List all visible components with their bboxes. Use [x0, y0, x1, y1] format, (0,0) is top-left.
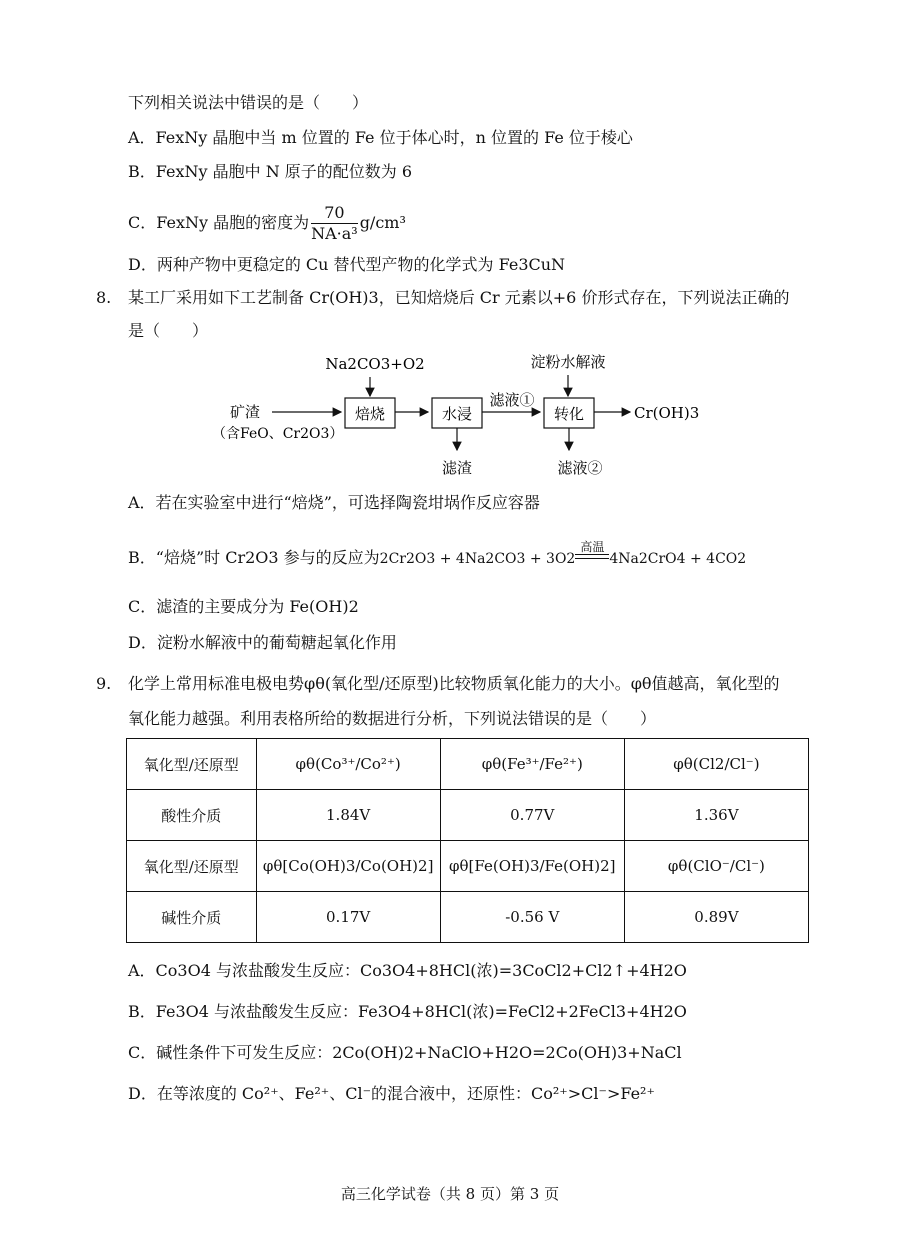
table-cell: 1.84V	[256, 790, 440, 841]
table-cell: 0.17V	[256, 892, 440, 943]
table-cell: φθ(Co³⁺/Co²⁺)	[256, 739, 440, 790]
table-cell: 酸性介质	[127, 790, 257, 841]
q9-number: 9.	[96, 674, 112, 693]
flow-step3: 转化	[553, 405, 585, 423]
density-unit: g/cm³	[359, 213, 406, 232]
density-fraction	[311, 203, 358, 244]
density-numerator: 70	[311, 203, 358, 224]
flow-reagent2: 淀粉水解液	[530, 353, 606, 371]
q7-option-b: B．FexNy 晶胞中 N 原子的配位数为 6	[128, 162, 413, 181]
table-cell: 0.89V	[624, 892, 808, 943]
flow-input: 矿渣	[230, 403, 261, 421]
reaction-condition-label: 高温	[580, 540, 605, 554]
q8-option-a: A．若在实验室中进行“焙烧”，可选择陶瓷坩埚作反应容器	[128, 493, 540, 512]
table-cell: 0.77V	[440, 790, 624, 841]
table-row	[127, 739, 809, 790]
density-denominator: NA·a³	[311, 224, 358, 243]
q8-option-c: C．滤渣的主要成分为 Fe(OH)2	[128, 597, 359, 616]
table-cell: 氧化型/还原型	[127, 841, 257, 892]
q7-option-d: D．两种产物中更稳定的 Cu 替代型产物的化学式为 Fe3CuN	[128, 255, 566, 274]
q9-option-d: D．在等浓度的 Co²⁺、Fe²⁺、Cl⁻的混合液中，还原性：Co²⁺>Cl⁻>Fe²⁺	[128, 1084, 655, 1103]
q9-stem-line1: 化学上常用标准电极电势φθ(氧化型/还原型)比较物质氧化能力的大小。φθ值越高，氧化型的	[128, 674, 780, 693]
reaction-condition	[575, 540, 609, 563]
table-cell: -0.56 V	[440, 892, 624, 943]
flow-filtrate2: 滤液②	[557, 459, 603, 477]
potential-table	[126, 738, 809, 943]
table-cell: φθ[Fe(OH)3/Fe(OH)2]	[440, 841, 624, 892]
flow-step2: 水浸	[441, 405, 473, 423]
q8-number: 8.	[96, 288, 112, 307]
q8-stem-line2: 是（ ）	[128, 321, 209, 340]
flow-input-note: （含FeO、Cr2O3）	[212, 426, 344, 442]
table-row	[127, 790, 809, 841]
table-cell: φθ[Co(OH)3/Co(OH)2]	[256, 841, 440, 892]
q7-stem: 下列相关说法中错误的是（ ）	[128, 93, 369, 112]
q8-option-b-prefix: B．“焙烧”时 Cr2O3 参与的反应为	[128, 548, 380, 567]
page-footer: 高三化学试卷（共 8 页）第 3 页	[340, 1185, 560, 1203]
q7-option-c-prefix: C．FexNy 晶胞的密度为	[128, 213, 310, 232]
q8-option-d: D．淀粉水解液中的葡萄糖起氧化作用	[128, 633, 397, 652]
q8-option-b	[128, 540, 747, 570]
flow-step1: 焙烧	[354, 405, 386, 423]
q7-option-c	[128, 203, 406, 244]
flow-filtrate1: 滤液①	[489, 391, 535, 409]
q9-option-c: C．碱性条件下可发生反应：2Co(OH)2+NaClO+H2O=2Co(OH)3+NaCl	[128, 1043, 682, 1062]
table-cell: φθ(Fe³⁺/Fe²⁺)	[440, 739, 624, 790]
table-row	[127, 841, 809, 892]
flow-residue: 滤渣	[441, 459, 473, 477]
table-cell: φθ(Cl2/Cl⁻)	[624, 739, 808, 790]
q9-option-b: B．Fe3O4 与浓盐酸发生反应：Fe3O4+8HCl(浓)=FeCl2+2FeCl3+4H2O	[128, 1002, 687, 1021]
table-cell: 氧化型/还原型	[127, 739, 257, 790]
table-cell: φθ(ClO⁻/Cl⁻)	[624, 841, 808, 892]
q9-option-a: A．Co3O4 与浓盐酸发生反应：Co3O4+8HCl(浓)=3CoCl2+Cl2↑+4H2O	[128, 961, 687, 980]
flow-reagent1: Na2CO3+O2	[325, 355, 425, 373]
q7-option-a: A．FexNy 晶胞中当 m 位置的 Fe 位于体心时，n 位置的 Fe 位于棱心	[128, 128, 633, 147]
table-row	[127, 892, 809, 943]
q9-stem-line2: 氧化能力越强。利用表格所给的数据进行分析，下列说法错误的是（ ）	[128, 709, 657, 728]
process-flow-diagram	[0, 345, 900, 485]
q8-stem-line1: 某工厂采用如下工艺制备 Cr(OH)3，已知焙烧后 Cr 元素以+6 价形式存在，下列说法正确的	[128, 288, 790, 307]
table-cell: 1.36V	[624, 790, 808, 841]
table-cell: 碱性介质	[127, 892, 257, 943]
roast-equation-lhs: 2Cr2O3 + 4Na2CO3 + 3O2	[379, 551, 576, 567]
roast-equation-rhs: 4Na2CrO4 + 4CO2	[609, 551, 747, 567]
flow-product: Cr(OH)3	[634, 404, 700, 422]
